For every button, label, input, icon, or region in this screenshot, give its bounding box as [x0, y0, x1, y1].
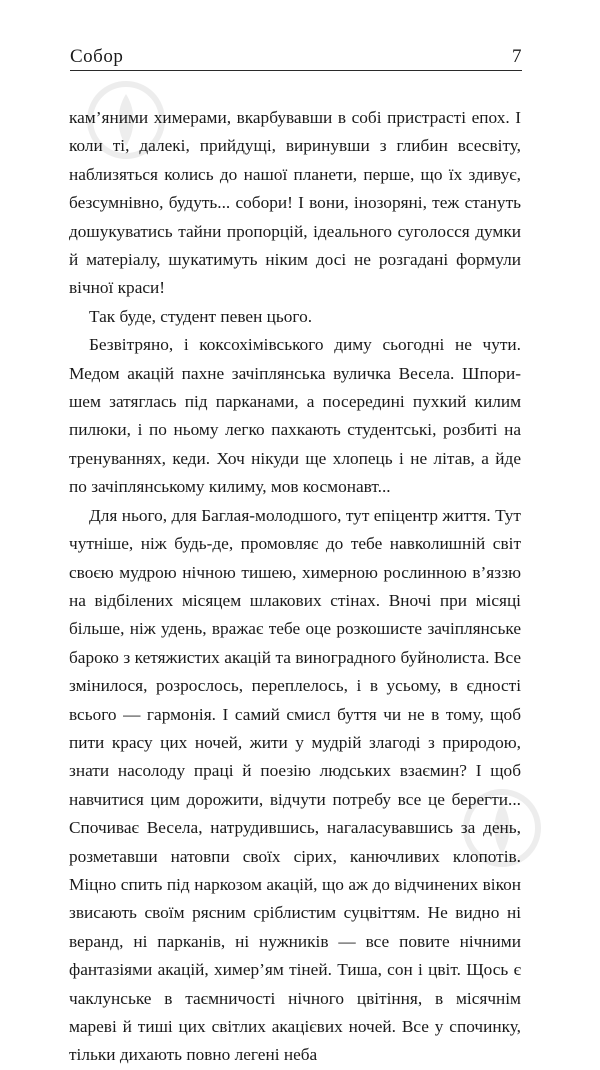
running-header: [70, 38, 522, 71]
paragraph: Безвітряно, і коксохімівського диму сьогодні не чути. Медом акацій пахне зачіплянська вуличка Весела. Шпоришем затяглась під парканами, а посередині пухкий килим пилюки, і по ньому легко пахкають студентські, розбиті на тренуваннях, кеди. Хоч нікуди ще хлопець і не літав, а йде по зачіплянському килиму, мов космонавт...: [69, 335, 521, 497]
paragraph: кам’яними химерами, вкарбувавши в собі пристрасті епох. І коли ті, далекі, прийдущі, виринувши з глибин всесвіту, наблизяться колись до нашої планети, перше, що їх здивує, безсумнівно, будуть... собори! І вони, інозоряні, теж стануть дошукуватись тайни пропорцій, ідеального суголосся думки й матеріалу, шукатимуть ніким досі не розгадані формули вічної краси!: [69, 108, 521, 298]
chapter-title: Собор: [70, 46, 124, 67]
paragraph: Так буде, студент певен цього.: [89, 306, 313, 326]
paragraph: Для нього, для Баглая-молодшого, тут епіцентр життя. Тут чутніше, ніж будь-де, промовляє до тебе навколишній світ своєю мудрою нічною тишею, химерною рослинною в’яззю на відбілених місяцем шлакових стінах. Вночі при місяці більше, ніж удень, вражає тебе оце розкошисте зачіплянське бароко з кетяжистих акацій та виноградного буйнолиста. Все змінилося, розрослось, переплелось, і в усьому, в єдності всього — гармонія. І самий смисл буття чи не в тому, щоб пити красу цих ночей, жити у мудрій злагоді з природою, знати насолоду праці й поезію людських взаємин? І щоб навчитися цим дорожити, відчути потребу все це берегти... Спочиває Весела, натрудившись, нагаласувавшись за день, розметавши натовпи своїх сірих, канючливих клопотів. Міцно спить під наркозом акацій, що аж до відчинених вікон звисають своїм рясним сріблистим суцвіттям. Не видно ні веранд, ні парканів, ні нужників — все повите нічними фантазіями акацій, химер’ям тіней. Тиша, сон і цвіт. Щось є чаклунське в таємничості нічного цвітіння, в місячнім мареві й тиші цих світлих акацієвих ночей. Все у спочинку, тільки дихають повно легені неба: [69, 505, 521, 1065]
page-number: 7: [512, 46, 522, 67]
body-text: [69, 104, 521, 1070]
